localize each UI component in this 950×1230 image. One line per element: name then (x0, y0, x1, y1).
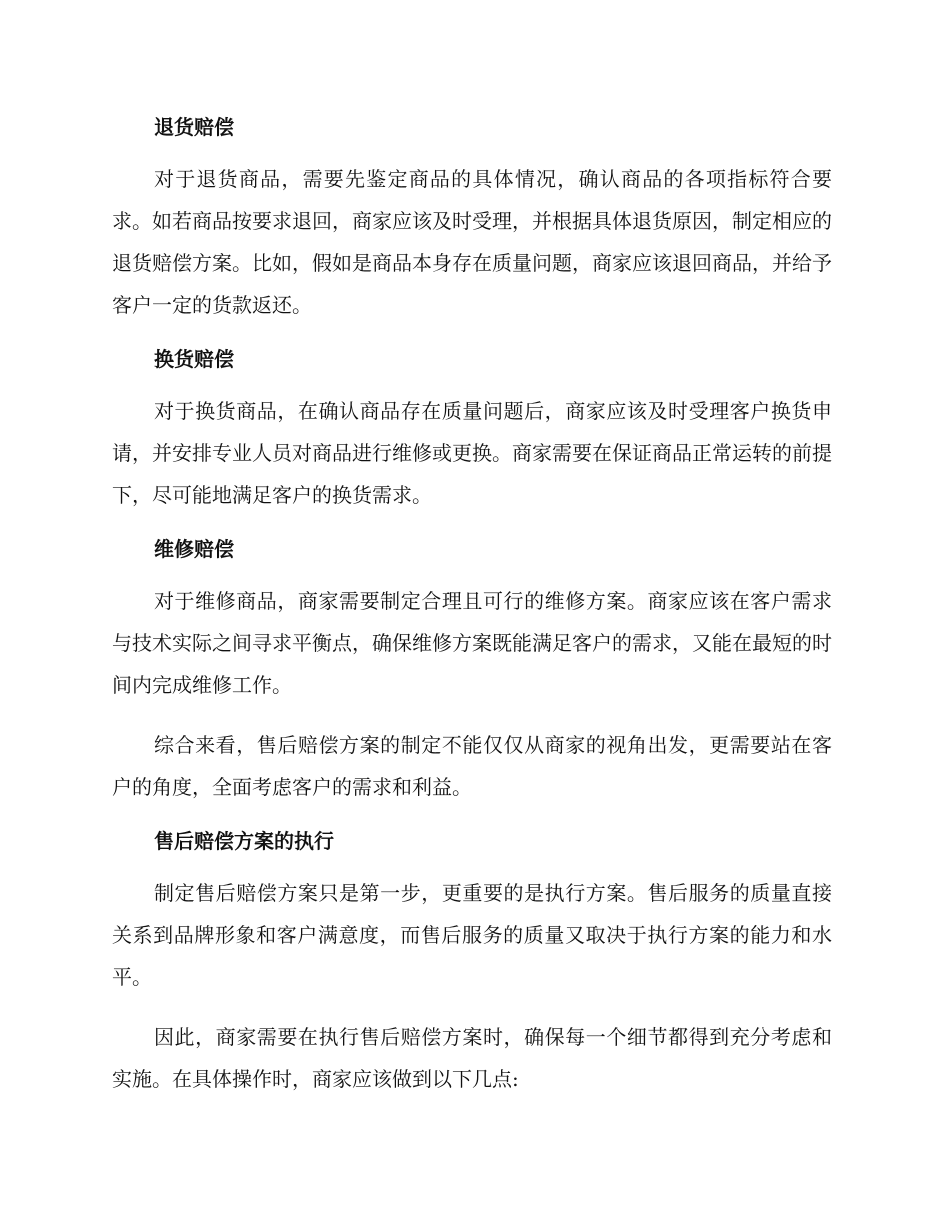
paragraph-return: 对于退货商品，需要先鉴定商品的具体情况，确认商品的各项指标符合要求。如若商品按要求退回，商家应该及时受理，并根据具体退货原因，制定相应的退货赔偿方案。比如，假如是商品本身存在质量问题，商家应该退回商品，并给予客户一定的货款返还。 (112, 167, 832, 317)
section-heading-exchange: 换货赔偿 (154, 347, 234, 371)
paragraph-conclusion: 因此，商家需要在执行售后赔偿方案时，确保每一个细节都得到充分考虑和实施。在具体操作时，商家应该做到以下几点: (112, 1025, 832, 1091)
paragraph-summary: 综合来看，售后赔偿方案的制定不能仅仅从商家的视角出发，更需要站在客户的角度，全面考虑客户的需求和利益。 (112, 733, 832, 799)
paragraph-exchange: 对于换货商品，在确认商品存在质量问题后，商家应该及时受理客户换货申请，并安排专业人员对商品进行维修或更换。商家需要在保证商品正常运转的前提下，尽可能地满足客户的换货需求。 (112, 399, 832, 507)
section-heading-return: 退货赔偿 (154, 115, 234, 139)
document-body (112, 112, 832, 1118)
paragraph-repair: 对于维修商品，商家需要制定合理且可行的维修方案。商家应该在客户需求与技术实际之间寻求平衡点，确保维修方案既能满足客户的需求，又能在最短的时间内完成维修工作。 (112, 589, 832, 697)
section-heading-repair: 维修赔偿 (154, 537, 234, 561)
paragraph-execution: 制定售后赔偿方案只是第一步，更重要的是执行方案。售后服务的质量直接关系到品牌形象和客户满意度，而售后服务的质量又取决于执行方案的能力和水平。 (112, 881, 832, 989)
section-heading-execution: 售后赔偿方案的执行 (154, 829, 334, 853)
